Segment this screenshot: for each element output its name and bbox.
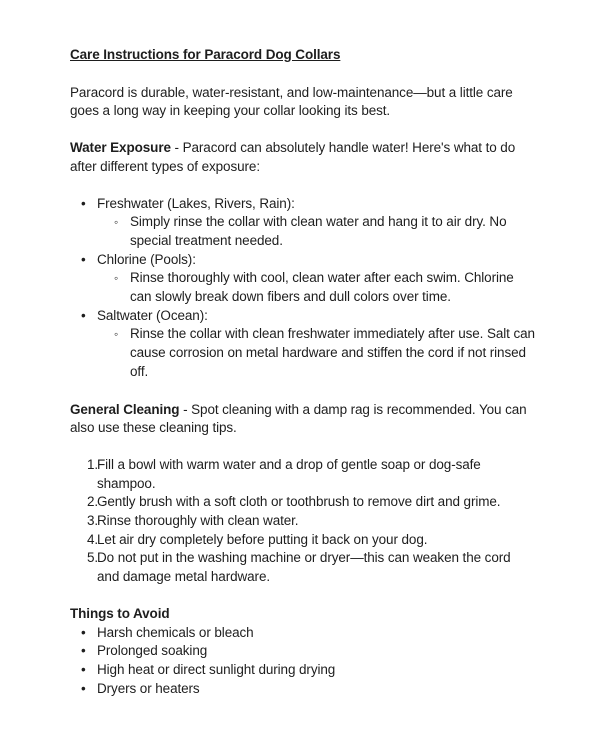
step-number: 2. xyxy=(87,494,99,510)
general-cleaning-paragraph xyxy=(70,401,536,438)
page-title: Care Instructions for Paracord Dog Collars xyxy=(70,47,341,62)
list-item-detail: Rinse thoroughly with cool, clean water after each swim. Chlorine can slowly break down fibers and dull colors over time. xyxy=(130,270,514,305)
step-text: Gently brush with a soft cloth or toothbrush to remove dirt and grime. xyxy=(97,494,501,510)
step-number: 3. xyxy=(87,513,99,529)
sub-bullet-icon: ◦ xyxy=(114,214,119,229)
intro-paragraph: Paracord is durable, water-resistant, and low-maintenance—but a little care goes a long way in keeping your collar looking its best. xyxy=(70,84,513,119)
sub-list xyxy=(70,325,536,381)
water-exposure-list xyxy=(70,195,536,382)
list-item xyxy=(70,661,536,680)
list-item xyxy=(70,325,536,381)
sub-bullet-icon: ◦ xyxy=(114,326,119,341)
list-item-label: Harsh chemicals or bleach xyxy=(97,624,254,640)
list-item-detail: Simply rinse the collar with clean water and hang it to air dry. No special treatment needed. xyxy=(130,214,507,248)
list-item xyxy=(70,512,536,531)
list-item-label: Freshwater (Lakes, Rivers, Rain): xyxy=(97,195,295,211)
bullet-icon: • xyxy=(81,661,86,677)
sub-bullet-icon: ◦ xyxy=(114,270,119,285)
bullet-icon: • xyxy=(81,307,86,323)
list-item xyxy=(70,680,536,699)
water-exposure-heading: Water Exposure xyxy=(70,140,171,156)
list-item xyxy=(70,493,536,512)
list-item xyxy=(70,456,536,493)
step-text: Rinse thoroughly with clean water. xyxy=(97,513,299,529)
sub-list xyxy=(70,213,536,250)
list-item-label: High heat or direct sunlight during drying xyxy=(97,661,336,677)
list-item-label: Chlorine (Pools): xyxy=(97,251,196,267)
general-cleaning-text: - Spot cleaning with a damp rag is recommended. You can also use these cleaning tips. xyxy=(70,401,527,436)
list-item xyxy=(70,213,536,250)
list-item xyxy=(70,624,536,643)
cleaning-steps-list xyxy=(70,456,536,587)
list-item xyxy=(70,307,536,382)
list-item-label: Prolonged soaking xyxy=(97,643,208,659)
step-text: Fill a bowl with warm water and a drop of gentle soap or dog-safe shampoo. xyxy=(97,456,481,491)
step-text: Do not put in the washing machine or dryer—this can weaken the cord and damage metal hardware. xyxy=(97,550,511,585)
list-item xyxy=(70,642,536,661)
list-item xyxy=(70,531,536,550)
bullet-icon: • xyxy=(81,195,86,211)
list-item xyxy=(70,251,536,307)
sub-list xyxy=(70,269,536,306)
list-item-detail: Rinse the collar with clean freshwater immediately after use. Salt can cause corrosion on metal hardware and stiffen the cord if not rinsed off. xyxy=(130,326,535,379)
list-item-label: Saltwater (Ocean): xyxy=(97,307,208,323)
water-exposure-paragraph xyxy=(70,139,536,176)
things-to-avoid-list xyxy=(70,624,536,699)
step-text: Let air dry completely before putting it back on your dog. xyxy=(97,531,428,547)
bullet-icon: • xyxy=(81,251,86,267)
list-item xyxy=(70,195,536,251)
list-item xyxy=(70,549,536,586)
water-exposure-text: - Paracord can absolutely handle water! Here's what to do after different types of exposure: xyxy=(70,140,516,174)
list-item xyxy=(70,269,536,306)
list-item-label: Dryers or heaters xyxy=(97,680,200,696)
things-to-avoid-heading: Things to Avoid xyxy=(70,605,170,621)
step-number: 4. xyxy=(87,531,99,547)
step-number: 5. xyxy=(87,550,99,566)
bullet-icon: • xyxy=(81,624,86,640)
step-number: 1. xyxy=(87,456,99,472)
bullet-icon: • xyxy=(81,680,86,696)
bullet-icon: • xyxy=(81,643,86,659)
general-cleaning-heading: General Cleaning xyxy=(70,401,180,417)
